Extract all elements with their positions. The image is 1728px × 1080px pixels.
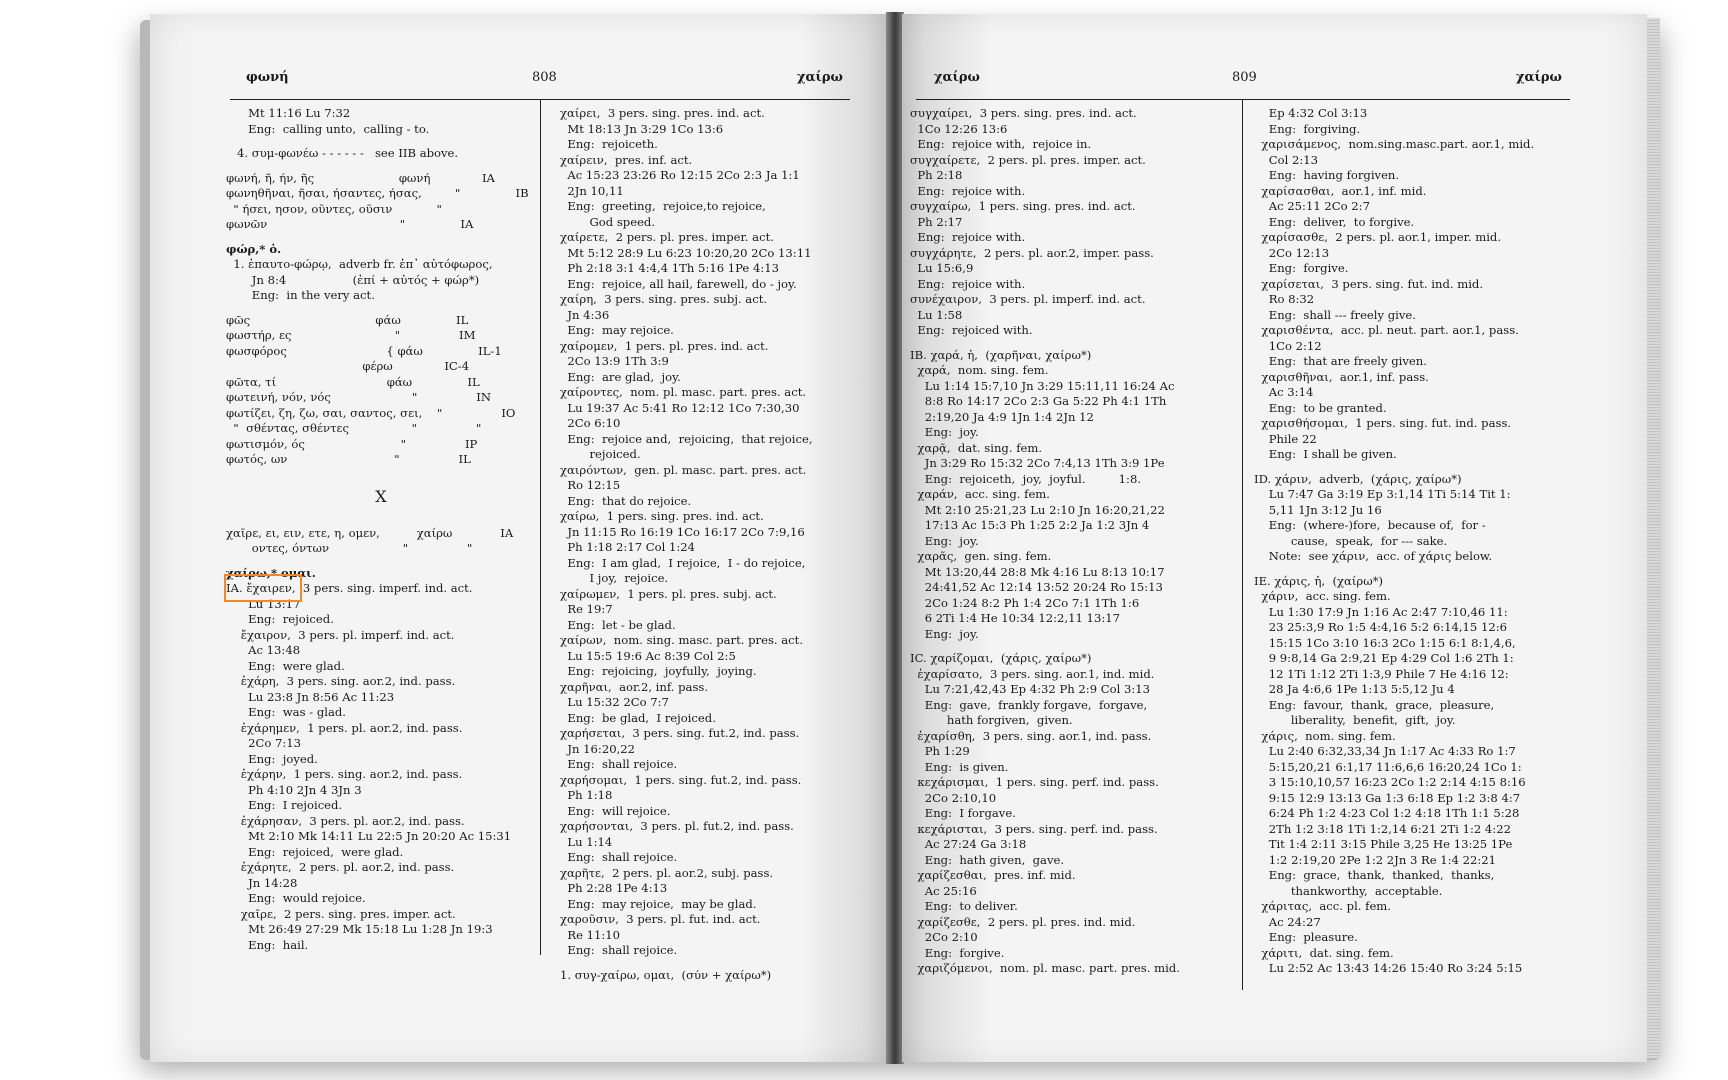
dictionary-line: 2Co 2:10,10 (910, 790, 997, 805)
left-column-1 (226, 106, 536, 953)
dictionary-line: Jn 3:29 Ro 15:32 2Co 7:4,13 1Th 3:9 1Pe (910, 456, 1165, 470)
dictionary-line: Eng: greeting, rejoice,to rejoice, (560, 199, 766, 213)
dictionary-line: συγχαίρει, 3 pers. sing. pres. ind. act. (910, 106, 1137, 120)
dictionary-line: ID. χάριν, adverb, (χάρις, χαίρω*) (1254, 471, 1462, 486)
dictionary-line: Eng: would rejoice. (226, 891, 366, 905)
dictionary-line: Eng: rejoice and, rejoicing, that rejoice, (560, 431, 813, 446)
dictionary-line: Eng: that do rejoice. (560, 493, 692, 508)
dictionary-line: χαίροντες, nom. pl. masc. part. pres. act. (560, 385, 807, 399)
dictionary-line: Jn 4:36 (560, 307, 610, 322)
dictionary-line: 28 Ja 4:6,6 1Pe 1:13 5:5,12 Ju 4 (1254, 682, 1455, 696)
dictionary-line: liberality, benefit, gift, joy. (1254, 713, 1456, 727)
dictionary-line: 24:41,52 Ac 12:14 13:52 20:24 Ro 15:13 (910, 580, 1163, 594)
dictionary-line: 23 25:3,9 Ro 1:5 4:4,16 5:2 6:14,15 12:6 (1254, 620, 1508, 634)
dictionary-line: Eng: pleasure. (1254, 930, 1358, 944)
dictionary-line: IC. χαρίζομαι, (χάρις, χαίρω*) (910, 651, 1092, 665)
dictionary-line: Eng: forgiving. (1254, 121, 1361, 136)
dictionary-line: Lu 15:6,9 (910, 261, 974, 275)
dictionary-line: rejoiced. (560, 447, 641, 461)
dictionary-line: hath forgiven, given. (910, 713, 1073, 727)
dictionary-line: Ep 4:32 Col 3:13 (1254, 106, 1368, 120)
dictionary-line: ἐχάρημεν, 1 pers. pl. aor.2, ind. pass. (226, 720, 463, 735)
dictionary-line: Eng: joy. (910, 533, 979, 548)
dictionary-line: 2Jn 10,11 (560, 183, 624, 198)
dictionary-line: Mt 11:16 Lu 7:32 (226, 106, 351, 120)
dictionary-line: Eng: to deliver. (910, 899, 1018, 913)
dictionary-line: Eng: rejoiced with. (910, 323, 1033, 337)
dictionary-line: 1:2 2:19,20 2Pe 1:2 2Jn 3 Re 1:4 22:21 (1254, 852, 1497, 867)
dictionary-line: Ph 4:10 2Jn 4 3Jn 3 (226, 782, 362, 797)
dictionary-line: 1. ἐπαυτο-φώρῳ, adverb fr. ἐπ᾽ αὐτόφωρος, (226, 257, 493, 271)
dictionary-line: Eng: forgive. (910, 945, 1005, 960)
dictionary-line: Eng: calling unto, calling - to. (226, 121, 430, 136)
dictionary-line: χαρῆναι, aor.2, inf. pass. (560, 679, 709, 694)
dictionary-line: συγχαίρω, 1 pers. sing. pres. ind. act. (910, 199, 1136, 213)
dictionary-line: Eng: rejoice with, rejoice in. (910, 137, 1092, 151)
dictionary-line: Eng: rejoiced. (226, 612, 334, 626)
dictionary-line: Eng: having forgiven. (1254, 168, 1400, 182)
dictionary-line: χαίρη, 3 pers. sing. pres. subj. act. (560, 292, 768, 306)
dictionary-line: Note: see χάριν, acc. of χάρις below. (1254, 549, 1493, 563)
dictionary-line: Lu 7:47 Ga 3:19 Ep 3:1,14 1Ti 5:14 Tit 1: (1254, 487, 1511, 501)
dictionary-line: χαρά, nom. sing. fem. (910, 363, 1049, 377)
dictionary-line: Col 2:13 (1254, 152, 1319, 167)
dictionary-line: Ac 25:16 (910, 883, 977, 898)
dictionary-line: Lu 19:37 Ac 5:41 Ro 12:12 1Co 7:30,30 (560, 400, 800, 415)
dictionary-line: Lu 13:17 (226, 596, 301, 611)
dictionary-line: φωτισμόν, ός " IP (226, 436, 478, 451)
dictionary-line: Ac 24:27 (1254, 914, 1321, 929)
dictionary-line: Ph 2:28 1Pe 4:13 (560, 881, 668, 895)
dictionary-line: χαρισθέντα, acc. pl. neut. part. aor.1, pass. (1254, 323, 1519, 337)
dictionary-line: Eng: may rejoice. (560, 323, 674, 337)
dictionary-line: Lu 1:14 15:7,10 Jn 3:29 15:11,11 16:24 Ac (910, 378, 1175, 393)
dictionary-line: 8:8 Ro 14:17 2Co 2:3 Ga 5:22 Ph 4:1 1Th (910, 394, 1167, 408)
dictionary-line: χαρίσεται, 3 pers. sing. fut. ind. mid. (1254, 276, 1484, 291)
dictionary-line: Eng: joy. (910, 626, 979, 641)
dictionary-line: Eng: were glad. (226, 658, 345, 673)
dictionary-line: Eng: that are freely given. (1254, 354, 1427, 368)
dictionary-line: 2Co 7:13 (226, 736, 302, 750)
dictionary-line: κεχάρισμαι, 1 pers. sing. perf. ind. pass. (910, 775, 1159, 789)
dictionary-line: φωνηθῆναι, ῆσαι, ήσαντες, ήσας, " IB (226, 186, 529, 200)
dictionary-line: χαίρειν, pres. inf. act. (560, 152, 693, 167)
dictionary-line: Eng: rejoice with. (910, 230, 1026, 244)
right-column-1 (910, 106, 1240, 977)
dictionary-line: IE. χάρις, ἡ, (χαίρω*) (1254, 573, 1384, 588)
dictionary-line: χαρήσονται, 3 pers. pl. fut.2, ind. pass. (560, 819, 794, 833)
right-page-number: 809 (1232, 70, 1257, 85)
dictionary-line: χαρίσασθαι, aor.1, inf. mid. (1254, 183, 1427, 198)
dictionary-line: συγχαίρετε, 2 pers. pl. pres. imper. act. (910, 152, 1146, 167)
dictionary-line: 9 9:8,14 Ga 2:9,21 Ep 4:29 Col 1:6 2Th 1: (1254, 651, 1514, 665)
dictionary-line: χαρίζεσθε, 2 pers. pl. pres. ind. mid. (910, 914, 1136, 929)
dictionary-line: Eng: I shall be given. (1254, 447, 1397, 461)
dictionary-line: Phile 22 (1254, 431, 1317, 446)
left-header-guide-word: φωνή (246, 70, 289, 85)
dictionary-line: 12 1Ti 1:12 2Ti 1:3,9 Phile 7 He 4:16 12: (1254, 666, 1509, 681)
dictionary-line: Eng: is given. (910, 759, 1009, 774)
dictionary-line: φώρ,* ὁ. (226, 241, 282, 256)
dictionary-line: cause, speak, for --- sake. (1254, 533, 1448, 548)
dictionary-line: χάρις, nom. sing. fem. (1254, 728, 1396, 743)
dictionary-line: χαίρων, nom. sing. masc. part. pres. act. (560, 633, 804, 647)
dictionary-line: Eng: I am glad, I rejoice, I - do rejoice, (560, 555, 806, 570)
dictionary-line: Tit 1:4 2:11 3:15 Phile 3,25 He 13:25 1Pe (1254, 837, 1513, 851)
dictionary-line: 1Co 12:26 13:6 (910, 121, 1008, 136)
dictionary-line: χαῖρε, ει, ειν, ετε, η, ομεν, χαίρω IA (226, 525, 514, 540)
dictionary-line: χαίρει, 3 pers. sing. pres. ind. act. (560, 106, 765, 120)
dictionary-line: χαίρω,* ομαι. (226, 565, 316, 580)
dictionary-line: φωτίζει, ζη, ζω, σαι, σαντος, σει, " IO (226, 405, 516, 420)
dictionary-line: Lu 2:40 6:32,33,34 Jn 1:17 Ac 4:33 Ro 1:7 (1254, 744, 1516, 758)
dictionary-line: Eng: hath given, gave. (910, 852, 1065, 867)
dictionary-line: φωνή, ῆ, ήν, ῆς φωνή IA (226, 170, 495, 185)
dictionary-line: ἐχάρητε, 2 pers. pl. aor.2, ind. pass. (226, 860, 455, 874)
right-header-guide-word-right: χαίρω (1516, 70, 1562, 85)
dictionary-line: χαῖρε, 2 pers. sing. pres. imper. act. (226, 906, 456, 921)
dictionary-line: χαρισθήσομαι, 1 pers. sing. fut. ind. pass. (1254, 416, 1512, 430)
dictionary-line: χαρήσεται, 3 pers. sing. fut.2, ind. pass. (560, 726, 800, 740)
dictionary-line: Ph 2:17 (910, 214, 963, 229)
dictionary-line: Eng: in the very act. (226, 288, 375, 302)
dictionary-line: Eng: grace, thank, thanked, thanks, (1254, 868, 1495, 882)
dictionary-line: I joy, rejoice. (560, 571, 669, 585)
dictionary-line: Ph 1:18 (560, 788, 613, 802)
dictionary-line: Eng: (where-)fore, because of, for - (1254, 518, 1486, 532)
dictionary-line (910, 339, 1240, 348)
dictionary-line: Eng: let - be glad. (560, 617, 676, 632)
dictionary-line: χάριν, acc. sing. fem. (1254, 589, 1391, 603)
right-header-guide-word: χαίρω (934, 70, 980, 85)
dictionary-line: χαράν, acc. sing. fem. (910, 487, 1050, 501)
dictionary-line: Eng: was - glad. (226, 705, 346, 719)
dictionary-line: Jn 14:28 (226, 875, 298, 890)
dictionary-line: " σθέντας, σθέντες " " (226, 421, 482, 435)
dictionary-line: Mt 2:10 Mk 14:11 Lu 22:5 Jn 20:20 Ac 15:31 (226, 829, 512, 843)
dictionary-line: χαροῦσιν, 3 pers. pl. fut. ind. act. (560, 912, 761, 926)
dictionary-line: Eng: be glad, I rejoiced. (560, 710, 716, 725)
dictionary-line: ἐχάρην, 1 pers. sing. aor.2, ind. pass. (226, 767, 463, 781)
dictionary-line: " ήσει, ησον, οῦντες, οῦσιν " (226, 201, 442, 216)
dictionary-line: Lu 23:8 Jn 8:56 Ac 11:23 (226, 689, 395, 704)
dictionary-line: ἔχαιρον, 3 pers. pl. imperf. ind. act. (226, 627, 455, 642)
dictionary-line: Lu 2:52 Ac 13:43 14:26 15:40 Ro 3:24 5:15 (1254, 961, 1523, 975)
dictionary-line: χαρισθῆναι, aor.1, inf. pass. (1254, 369, 1429, 384)
dictionary-line: Mt 13:20,44 28:8 Mk 4:16 Lu 8:13 10:17 (910, 564, 1165, 579)
left-header-guide-word-right: χαίρω (797, 70, 843, 85)
dictionary-line: 2:19,20 Ja 4:9 1Jn 1:4 2Jn 12 (910, 409, 1094, 424)
right-column-rule (1242, 100, 1243, 990)
dictionary-line (226, 233, 536, 242)
dictionary-line: χάριτας, acc. pl. fem. (1254, 899, 1391, 913)
dictionary-line: 15:15 1Co 3:10 16:3 2Co 1:15 6:1 8:1,4,6, (1254, 635, 1516, 650)
dictionary-line: χαίρομεν, 1 pers. pl. pres. ind. act. (560, 338, 769, 353)
dictionary-line (226, 468, 536, 477)
dictionary-line: Lu 1:58 (910, 307, 963, 322)
dictionary-line: Lu 1:30 17:9 Jn 1:16 Ac 2:47 7:10,46 11: (1254, 604, 1508, 619)
dictionary-line: Re 19:7 (560, 602, 613, 616)
dictionary-line: χαρᾷ, dat. sing. fem. (910, 440, 1043, 455)
dictionary-line: Eng: rejoiceth, joy, joyful. 1:8. (910, 471, 1142, 486)
dictionary-line: οντες, όντων " " (226, 541, 473, 555)
dictionary-line: Ac 27:24 Ga 3:18 (910, 837, 1027, 851)
dictionary-line: 4. συμ-φωνέω - - - - - - see IIB above. (226, 146, 459, 160)
dictionary-line: Eng: rejoice, all hail, farewell, do - joy. (560, 276, 797, 291)
dictionary-line: Lu 1:14 (560, 834, 613, 849)
dictionary-line: Eng: shall rejoice. (560, 850, 678, 864)
dictionary-line: Eng: I forgave. (910, 806, 1016, 820)
dictionary-line: Mt 5:12 28:9 Lu 6:23 10:20,20 2Co 13:11 (560, 245, 812, 260)
dictionary-line: Ac 15:23 23:26 Ro 12:15 2Co 2:3 Ja 1:1 (560, 168, 800, 182)
dictionary-line: X (375, 486, 387, 506)
dictionary-line: God speed. (560, 214, 656, 229)
dictionary-line: φωνῶν " IA (226, 217, 474, 231)
dictionary-line (226, 137, 536, 146)
dictionary-line: χαρῆτε, 2 pers. pl. aor.2, subj. pass. (560, 865, 774, 880)
dictionary-line: φωτός, ων " IL (226, 452, 471, 466)
dictionary-line: Eng: rejoiced, were glad. (226, 844, 404, 859)
dictionary-line: χαριζόμενοι, nom. pl. masc. part. pres. mid. (910, 961, 1180, 975)
dictionary-line: Eng: hail. (226, 937, 309, 952)
dictionary-line (226, 304, 536, 313)
dictionary-line: Mt 26:49 27:29 Mk 15:18 Lu 1:28 Jn 19:3 (226, 922, 493, 936)
dictionary-line: 9:15 12:9 13:13 Ga 1:3 6:18 Ep 1:2 3:8 4:7 (1254, 790, 1521, 805)
dictionary-line: Eng: may rejoice, may be glad. (560, 896, 757, 911)
dictionary-line: ἐχαρίσατο, 3 pers. sing. aor.1, ind. mid. (910, 666, 1155, 681)
dictionary-line: 2Th 1:2 3:18 1Ti 1:2,14 6:21 2Ti 1:2 4:22 (1254, 821, 1511, 836)
dictionary-line: χαρίζεσθαι, pres. inf. mid. (910, 868, 1076, 882)
dictionary-line: φῶτα, τί φάω IL (226, 374, 480, 389)
dictionary-line: Ph 1:18 2:17 Col 1:24 (560, 540, 696, 554)
dictionary-line: thankworthy, acceptable. (1254, 883, 1443, 898)
dictionary-line: Re 11:10 (560, 927, 621, 942)
dictionary-line: φωτεινή, νόν, νός " IN (226, 390, 491, 404)
dictionary-line: Eng: to be granted. (1254, 400, 1387, 415)
dictionary-line: Eng: gave, frankly forgave, forgave, (910, 697, 1148, 712)
dictionary-line: 2Co 1:24 8:2 Ph 1:4 2Co 7:1 1Th 1:6 (910, 595, 1140, 610)
dictionary-line: φωσφόρος { φάω IL-1 (226, 343, 502, 358)
dictionary-line: Jn 16:20,22 (560, 741, 636, 756)
dictionary-line: Eng: rejoice with. (910, 183, 1026, 198)
right-column-2 (1254, 106, 1584, 977)
dictionary-line: χαρισάμενος, nom.sing.masc.part. aor.1, mid. (1254, 137, 1535, 151)
dictionary-line: Jn 11:15 Ro 16:19 1Co 16:17 2Co 7:9,16 (560, 524, 805, 539)
dictionary-line: Mt 18:13 Jn 3:29 1Co 13:6 (560, 121, 724, 136)
dictionary-line: Ac 3:14 (1254, 385, 1314, 399)
right-header-rule (916, 99, 1570, 100)
dictionary-line: φωστήρ, ες " IM (226, 328, 476, 342)
dictionary-line: χαίρωμεν, 1 pers. pl. pres. subj. act. (560, 586, 777, 601)
dictionary-line: 5:15,20,21 6:1,17 11:6,6,6 16:20,24 1Co 1: (1254, 759, 1522, 774)
dictionary-line (226, 162, 536, 171)
dictionary-line: Ph 2:18 (910, 168, 963, 182)
dictionary-line: χαίρω, 1 pers. sing. pres. ind. act. (560, 509, 764, 523)
dictionary-line: ἐχάρη, 3 pers. sing. aor.2, ind. pass. (226, 674, 456, 688)
dictionary-line: Lu 7:21,42,43 Ep 4:32 Ph 2:9 Col 3:13 (910, 682, 1151, 696)
dictionary-line: Eng: rejoiceth. (560, 137, 658, 151)
dictionary-line: χαρήσομαι, 1 pers. sing. fut.2, ind. pass. (560, 772, 802, 787)
dictionary-line: Eng: rejoicing, joyfully, joying. (560, 664, 757, 678)
dictionary-line: IB. χαρά, ἡ, (χαρῆναι, χαίρω*) (910, 347, 1092, 362)
dictionary-line: φέρω IC-4 (226, 359, 470, 373)
dictionary-line: χαρίσασθε, 2 pers. pl. aor.1, imper. mid. (1254, 230, 1502, 244)
dictionary-line: Lu 15:5 19:6 Ac 8:39 Col 2:5 (560, 648, 736, 663)
dictionary-line: Eng: shall --- freely give. (1254, 307, 1416, 322)
left-page-number: 808 (532, 70, 557, 85)
dictionary-line: χαίρετε, 2 pers. pl. pres. imper. act. (560, 230, 774, 244)
dictionary-line: Eng: shall rejoice. (560, 757, 678, 771)
dictionary-line: 2Co 2:10 (910, 930, 978, 944)
dictionary-line (910, 642, 1240, 651)
dictionary-line (226, 517, 536, 526)
dictionary-line (560, 959, 860, 968)
dictionary-line: 3 15:10,10,57 16:23 2Co 1:2 2:14 4:15 8:16 (1254, 775, 1526, 789)
dictionary-line: ἐχάρησαν, 3 pers. pl. aor.2, ind. pass. (226, 813, 465, 828)
dictionary-line (226, 557, 536, 566)
dictionary-line: 2Co 13:9 1Th 3:9 (560, 354, 669, 368)
dictionary-line: φῶς φάω IL (226, 312, 469, 327)
dictionary-line: 1. συγ-χαίρω, ομαι, (σύν + χαίρω*) (560, 967, 772, 982)
left-column-2 (560, 106, 860, 983)
dictionary-line: Eng: joyed. (226, 751, 318, 766)
dictionary-line: συνέχαιρον, 3 pers. pl. imperf. ind. act. (910, 292, 1146, 306)
dictionary-line: Eng: favour, thank, grace, pleasure, (1254, 697, 1495, 712)
dictionary-line: 6:24 Ph 1:2 4:23 Col 1:2 4:18 1Th 1:1 5:28 (1254, 806, 1520, 820)
dictionary-line: Eng: forgive. (1254, 261, 1349, 275)
dictionary-line: 17:13 Ac 15:3 Ph 1:25 2:2 Ja 1:2 3Jn 4 (910, 518, 1150, 532)
dictionary-line (1254, 565, 1584, 574)
dictionary-line: Eng: rejoice with. (910, 276, 1026, 291)
dictionary-line: κεχάρισται, 3 pers. sing. perf. ind. pass. (910, 821, 1158, 836)
dictionary-line: 1Co 2:12 (1254, 338, 1322, 353)
dictionary-line: ἐχαρίσθη, 3 pers. sing. aor.1, ind. pass. (910, 728, 1152, 743)
highlight-box (224, 574, 302, 602)
dictionary-line: χαρᾶς, gen. sing. fem. (910, 549, 1052, 563)
dictionary-line: χαιρόντων, gen. pl. masc. part. pres. act. (560, 462, 807, 477)
dictionary-line: Ro 8:32 (1254, 292, 1315, 306)
dictionary-line: 6 2Ti 1:4 He 10:34 12:2,11 13:17 (910, 611, 1120, 625)
dictionary-line: Lu 15:32 2Co 7:7 (560, 695, 669, 709)
dictionary-line: 2Co 6:10 (560, 416, 621, 430)
left-column-rule (540, 100, 541, 955)
dictionary-line: Eng: are glad, joy. (560, 369, 681, 384)
dictionary-line: Eng: I rejoiced. (226, 798, 343, 812)
dictionary-line: Eng: will rejoice. (560, 803, 671, 818)
dictionary-line: IA. ἔχαιρεν, 3 pers. sing. imperf. ind. act. (226, 581, 473, 595)
dictionary-line (1254, 463, 1584, 472)
dictionary-line: Eng: deliver, to forgive. (1254, 214, 1415, 229)
dictionary-line: συγχάρητε, 2 pers. pl. aor.2, imper. pass. (910, 245, 1154, 260)
dictionary-line: Ph 2:18 3:1 4:4,4 1Th 5:16 1Pe 4:13 (560, 261, 780, 275)
dictionary-line: Ac 25:11 2Co 2:7 (1254, 199, 1370, 213)
dictionary-line: χάριτι, dat. sing. fem. (1254, 945, 1394, 960)
dictionary-line: Mt 2:10 25:21,23 Lu 2:10 Jn 16:20,21,22 (910, 502, 1165, 517)
dictionary-line: Ph 1:29 (910, 744, 970, 758)
dictionary-line: Ro 12:15 (560, 478, 621, 492)
dictionary-line: Eng: joy. (910, 425, 979, 439)
dictionary-line: Jn 8:4 (ἐπί + αὐτός + φώρ*) (226, 272, 480, 287)
dictionary-line: Ac 13:48 (226, 643, 301, 657)
dictionary-line: 5,11 1Jn 3:12 Ju 16 (1254, 502, 1382, 517)
dictionary-line: Eng: shall rejoice. (560, 943, 678, 957)
dictionary-line: 2Co 12:13 (1254, 245, 1330, 260)
